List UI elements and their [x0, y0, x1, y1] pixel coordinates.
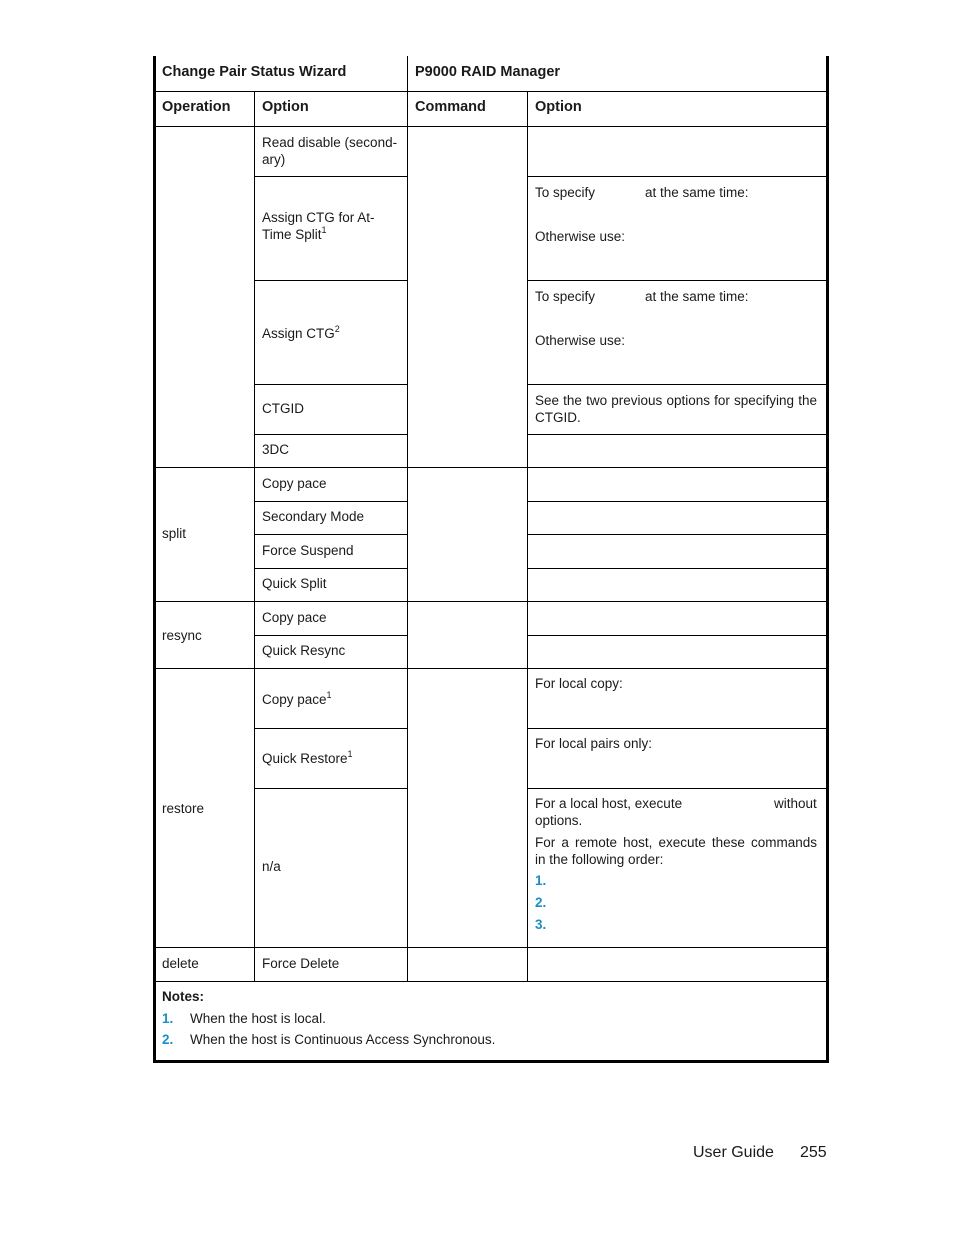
operation-restore: restore [162, 801, 205, 816]
operation-split: split [162, 526, 187, 541]
option-ctgid: CTGID [262, 401, 304, 416]
option-read-disable: Read disable (second-ary) [262, 135, 398, 167]
rule [254, 534, 408, 535]
ctgid-option-text: See the two previous options for specifying the CTGID. [535, 393, 817, 425]
page-number: 255 [800, 1144, 827, 1161]
rule [254, 635, 408, 636]
option-quick-resync: Quick Resync [262, 643, 346, 658]
step-number: 2. [535, 895, 547, 910]
rule [527, 534, 827, 535]
rule [254, 280, 408, 281]
option-quick-split: Quick Split [262, 576, 327, 591]
operation-resync: resync [162, 628, 202, 643]
rule-vertical [527, 91, 528, 981]
rule [527, 728, 827, 729]
column-header-command: Command [415, 99, 486, 115]
option-copy-pace: Copy pace$^1$ [262, 690, 332, 707]
local-host-without-text: without [774, 796, 817, 811]
step-number: 1. [535, 873, 547, 888]
rule [155, 947, 827, 948]
to-specify-text: To specify [535, 289, 596, 304]
option-na: n/a [262, 859, 281, 874]
local-host-text: For a local host, execute [535, 796, 683, 811]
option-force-suspend: Force Suspend [262, 543, 354, 558]
note-text: When the host is Continuous Access Synchronous. [190, 1032, 496, 1047]
otherwise-text: Otherwise use: [535, 333, 626, 348]
for-local-pairs-text: For local pairs only: [535, 736, 653, 751]
otherwise-text: Otherwise use: [535, 229, 626, 244]
header-left-title: Change Pair Status Wizard [162, 64, 347, 80]
rule [155, 981, 827, 982]
note-text: When the host is local. [190, 1011, 326, 1026]
rule-vertical [254, 91, 255, 981]
rule [155, 668, 827, 669]
note-number: 1. [162, 1011, 174, 1026]
rule [254, 176, 408, 177]
rule [527, 635, 827, 636]
rule [527, 788, 827, 789]
for-local-copy-text: For local copy: [535, 676, 623, 691]
remote-host-text: For a remote host, execute these commands in the following order: [535, 835, 817, 867]
column-header-operation: Operation [162, 99, 231, 115]
rule [254, 728, 408, 729]
rule [155, 601, 827, 602]
column-header-option: Option [262, 99, 309, 115]
to-specify-text: To specify [535, 185, 596, 200]
rule [254, 568, 408, 569]
column-header-raid-option: Option [535, 99, 582, 115]
option-assign-ctg: Assign CTG$^2$ [262, 324, 340, 341]
rule-header-2 [155, 126, 827, 127]
option-copy-pace: Copy pace [262, 476, 327, 491]
rule-header-1 [155, 91, 827, 92]
header-right-title: P9000 RAID Manager [415, 64, 561, 80]
footer-guide-title: User Guide [693, 1144, 774, 1161]
option-assign-ctg-at-time: Assign CTG for At-Time Split$^1$ [262, 210, 375, 242]
rule [254, 384, 408, 385]
rule [527, 384, 827, 385]
rule [527, 176, 827, 177]
rule [254, 434, 408, 435]
rule [527, 280, 827, 281]
option-quick-restore: Quick Restore$^1$ [262, 749, 353, 766]
option-secondary-mode: Secondary Mode [262, 509, 365, 524]
rule [527, 568, 827, 569]
rule [254, 788, 408, 789]
rule [254, 501, 408, 502]
option-3dc: 3DC [262, 442, 290, 457]
same-time-text: at the same time: [645, 185, 749, 200]
same-time-text: at the same time: [645, 289, 749, 304]
notes-title: Notes: [162, 989, 205, 1004]
local-host-options-text: options. [535, 813, 583, 828]
note-number: 2. [162, 1032, 174, 1047]
option-force-delete: Force Delete [262, 956, 340, 971]
rule-vertical [407, 91, 408, 981]
rule [155, 467, 827, 468]
step-number: 3. [535, 917, 547, 932]
option-copy-pace: Copy pace [262, 610, 327, 625]
rule [527, 501, 827, 502]
rule [527, 434, 827, 435]
operation-delete: delete [162, 956, 199, 971]
